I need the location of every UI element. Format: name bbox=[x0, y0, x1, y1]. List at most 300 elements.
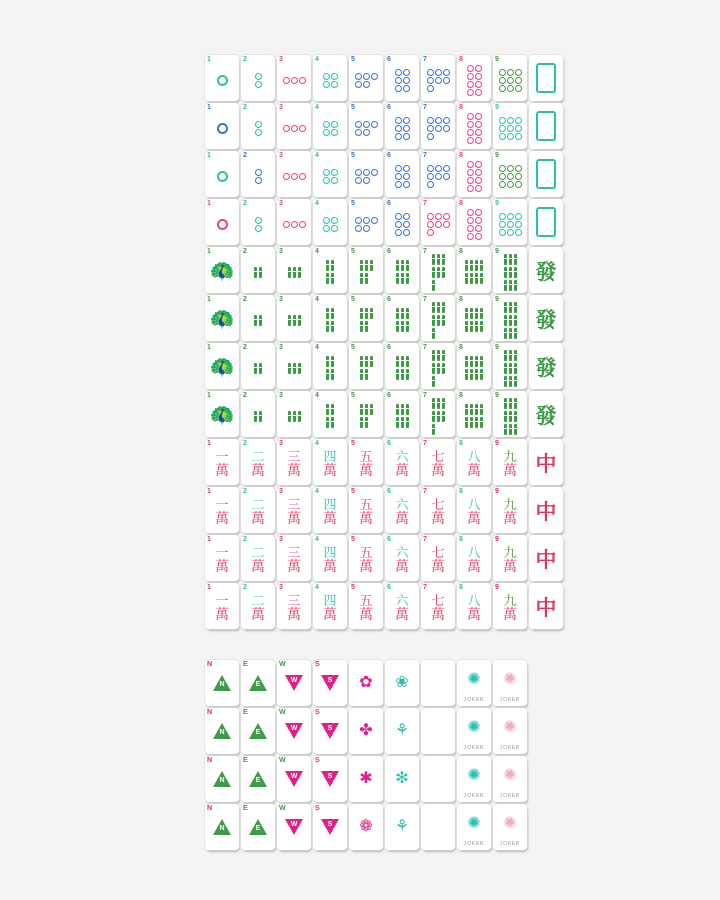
bamboo-stick bbox=[406, 369, 409, 380]
tile-dots-9[interactable] bbox=[493, 199, 527, 245]
tile-joker[interactable] bbox=[457, 804, 491, 850]
tile-red-dragon[interactable] bbox=[529, 583, 563, 629]
tile-green-dragon[interactable] bbox=[529, 247, 563, 293]
tile-character-2[interactable] bbox=[241, 535, 275, 581]
dots-pattern bbox=[395, 65, 410, 92]
dot bbox=[255, 177, 262, 184]
tile-character-5[interactable] bbox=[349, 439, 383, 485]
bamboo-stick bbox=[360, 417, 363, 428]
tile-dots-7[interactable] bbox=[421, 199, 455, 245]
tile-bamboo-9[interactable] bbox=[493, 295, 527, 341]
tile-dots-2[interactable] bbox=[241, 151, 275, 197]
tile-dots-7[interactable] bbox=[421, 151, 455, 197]
tile-character-9[interactable] bbox=[493, 535, 527, 581]
bamboo-stick bbox=[470, 369, 473, 380]
tile-character-6[interactable] bbox=[385, 439, 419, 485]
bamboo-stick bbox=[401, 356, 404, 367]
tile-corner-numeral: 3 bbox=[279, 344, 283, 351]
tile-bamboo-9[interactable] bbox=[493, 343, 527, 389]
dot bbox=[515, 133, 522, 140]
tile-bamboo-8[interactable] bbox=[457, 247, 491, 293]
tile-dots-4[interactable] bbox=[313, 151, 347, 197]
crak-wan-glyph: 萬 bbox=[359, 510, 373, 527]
tile-dots-2[interactable] bbox=[241, 199, 275, 245]
tile-corner-numeral: E bbox=[243, 661, 248, 668]
bamboo-stick bbox=[480, 308, 483, 319]
tile-dots-6[interactable] bbox=[385, 55, 419, 101]
tile-corner-numeral: 2 bbox=[243, 200, 247, 207]
tile-dots-7[interactable] bbox=[421, 103, 455, 149]
dot bbox=[475, 169, 482, 176]
tile-bamboo-2[interactable] bbox=[241, 247, 275, 293]
tile-bamboo-1[interactable] bbox=[205, 391, 239, 437]
tile-green-dragon[interactable] bbox=[529, 343, 563, 389]
bamboo-stick bbox=[370, 404, 373, 415]
character-pattern bbox=[215, 495, 229, 526]
dots-pattern bbox=[467, 61, 482, 96]
tile-bamboo-4[interactable] bbox=[313, 295, 347, 341]
wind-letter: W bbox=[290, 725, 298, 732]
dot bbox=[507, 173, 514, 180]
bamboo-stick bbox=[365, 369, 368, 380]
tile-bamboo-6[interactable] bbox=[385, 343, 419, 389]
dot bbox=[515, 85, 522, 92]
tile-dots-6[interactable] bbox=[385, 199, 419, 245]
bamboo-pattern bbox=[465, 256, 483, 284]
tile-white-dragon[interactable] bbox=[529, 199, 563, 245]
crak-numeral: 二 bbox=[251, 593, 265, 609]
wind-triangle-icon bbox=[285, 723, 303, 739]
tile-wind-w[interactable] bbox=[277, 660, 311, 706]
dots-pattern bbox=[217, 215, 228, 230]
tile-character-4[interactable] bbox=[313, 439, 347, 485]
dot bbox=[435, 173, 442, 180]
dot bbox=[499, 213, 506, 220]
tile-character-2[interactable] bbox=[241, 439, 275, 485]
tile-corner-numeral: 7 bbox=[423, 584, 427, 591]
dot bbox=[299, 125, 306, 132]
dot bbox=[507, 133, 514, 140]
tile-character-4[interactable] bbox=[313, 487, 347, 533]
dot bbox=[515, 77, 522, 84]
tile-corner-numeral: 8 bbox=[459, 392, 463, 399]
bamboo-stick bbox=[514, 302, 517, 313]
tile-bamboo-8[interactable] bbox=[457, 295, 491, 341]
tile-red-dragon[interactable] bbox=[529, 487, 563, 533]
tile-dots-5[interactable] bbox=[349, 199, 383, 245]
dot bbox=[255, 81, 262, 88]
dot bbox=[427, 229, 434, 236]
tile-bamboo-1[interactable] bbox=[205, 247, 239, 293]
tile-corner-numeral: 7 bbox=[423, 152, 427, 159]
joker-label: JOKER bbox=[463, 793, 485, 799]
dot bbox=[291, 173, 298, 180]
crak-numeral: 九 bbox=[503, 497, 517, 513]
tile-dots-8[interactable] bbox=[457, 199, 491, 245]
tile-corner-numeral: 9 bbox=[495, 152, 499, 159]
crak-numeral: 二 bbox=[251, 449, 265, 465]
tile-dots-1[interactable] bbox=[205, 151, 239, 197]
bamboo-stick bbox=[365, 273, 368, 284]
tile-corner-numeral: 4 bbox=[315, 56, 319, 63]
bamboo-stick bbox=[365, 308, 368, 319]
crak-numeral: 八 bbox=[467, 545, 481, 561]
tile-dots-8[interactable] bbox=[457, 55, 491, 101]
tile-dots-4[interactable] bbox=[313, 199, 347, 245]
wind-letter: E bbox=[255, 777, 261, 784]
dot bbox=[507, 221, 514, 228]
tile-wind-s[interactable] bbox=[313, 660, 347, 706]
tile-corner-numeral: 2 bbox=[243, 488, 247, 495]
tile-bamboo-8[interactable] bbox=[457, 343, 491, 389]
tile-dots-9[interactable] bbox=[493, 103, 527, 149]
dot bbox=[499, 69, 506, 76]
dot bbox=[467, 89, 474, 96]
tile-dots-3[interactable] bbox=[277, 151, 311, 197]
tile-corner-numeral: 1 bbox=[207, 56, 211, 63]
crak-wan-glyph: 萬 bbox=[323, 558, 337, 575]
tile-dots-3[interactable] bbox=[277, 199, 311, 245]
tile-dots-4[interactable] bbox=[313, 103, 347, 149]
tile-flower[interactable] bbox=[349, 708, 383, 754]
bamboo-stick bbox=[470, 404, 473, 415]
bamboo-stick bbox=[437, 350, 440, 361]
tile-character-3[interactable] bbox=[277, 535, 311, 581]
tile-character-9[interactable] bbox=[493, 583, 527, 629]
tile-character-2[interactable] bbox=[241, 487, 275, 533]
characters-suit-grid bbox=[205, 439, 565, 631]
bamboo-stick bbox=[470, 273, 473, 284]
tile-bamboo-8[interactable] bbox=[457, 391, 491, 437]
tile-bamboo-2[interactable] bbox=[241, 343, 275, 389]
tile-bamboo-6[interactable] bbox=[385, 247, 419, 293]
tile-blank[interactable] bbox=[421, 660, 455, 706]
bamboo-stick bbox=[514, 424, 517, 435]
tile-character-1[interactable] bbox=[205, 487, 239, 533]
tile-flower[interactable] bbox=[349, 660, 383, 706]
tile-corner-numeral: N bbox=[207, 709, 213, 716]
bamboo-stick bbox=[480, 273, 483, 284]
tile-character-1[interactable] bbox=[205, 439, 239, 485]
tile-corner-numeral: 5 bbox=[351, 248, 355, 255]
bamboo-stick bbox=[331, 369, 334, 380]
bamboo-stick bbox=[470, 321, 473, 332]
tile-dots-2[interactable] bbox=[241, 103, 275, 149]
dot bbox=[435, 165, 442, 172]
tile-blank[interactable] bbox=[421, 708, 455, 754]
tile-bamboo-3[interactable] bbox=[277, 295, 311, 341]
bamboo-pattern bbox=[210, 402, 235, 426]
bamboo-stick bbox=[259, 363, 262, 374]
tile-character-5[interactable] bbox=[349, 487, 383, 533]
tile-bamboo-9[interactable] bbox=[493, 391, 527, 437]
tile-bamboo-5[interactable] bbox=[349, 295, 383, 341]
dots-pattern bbox=[255, 69, 262, 88]
tile-character-6[interactable] bbox=[385, 535, 419, 581]
joker-label: JOKER bbox=[499, 841, 521, 847]
tile-dots-8[interactable] bbox=[457, 103, 491, 149]
dot bbox=[475, 89, 482, 96]
bamboo-stick bbox=[509, 280, 512, 291]
tile-flower[interactable] bbox=[385, 804, 419, 850]
crak-numeral: 六 bbox=[395, 497, 409, 513]
dot bbox=[427, 117, 434, 124]
bamboo-stick bbox=[370, 308, 373, 319]
tile-character-3[interactable] bbox=[277, 583, 311, 629]
red-dragon-glyph: 中 bbox=[535, 499, 557, 524]
tile-bamboo-7[interactable] bbox=[421, 247, 455, 293]
tile-joker[interactable] bbox=[493, 756, 527, 802]
tile-character-7[interactable] bbox=[421, 439, 455, 485]
bamboo-stick bbox=[365, 404, 368, 415]
tile-dots-6[interactable] bbox=[385, 151, 419, 197]
tile-wind-s[interactable] bbox=[313, 708, 347, 754]
crak-wan-glyph: 萬 bbox=[431, 606, 445, 623]
tile-wind-s[interactable] bbox=[313, 804, 347, 850]
crak-wan-glyph: 萬 bbox=[359, 558, 373, 575]
bamboo-stick bbox=[401, 273, 404, 284]
bamboo-stick bbox=[475, 308, 478, 319]
tile-wind-s[interactable] bbox=[313, 756, 347, 802]
tile-flower[interactable] bbox=[349, 804, 383, 850]
tile-character-1[interactable] bbox=[205, 535, 239, 581]
dot bbox=[395, 77, 402, 84]
tile-joker[interactable] bbox=[457, 660, 491, 706]
bamboo-stick bbox=[442, 411, 445, 422]
dot bbox=[395, 125, 402, 132]
dots-pattern bbox=[323, 117, 338, 136]
tile-character-4[interactable] bbox=[313, 583, 347, 629]
tile-red-dragon[interactable] bbox=[529, 535, 563, 581]
bamboo-stick bbox=[480, 404, 483, 415]
tile-bamboo-5[interactable] bbox=[349, 247, 383, 293]
dot bbox=[467, 209, 474, 216]
tile-corner-numeral: 3 bbox=[279, 488, 283, 495]
tile-wind-e[interactable] bbox=[241, 708, 275, 754]
tile-character-5[interactable] bbox=[349, 583, 383, 629]
tile-dots-1[interactable] bbox=[205, 103, 239, 149]
tile-bamboo-3[interactable] bbox=[277, 247, 311, 293]
tile-wind-n[interactable] bbox=[205, 804, 239, 850]
tile-joker[interactable] bbox=[457, 756, 491, 802]
tile-corner-numeral: W bbox=[279, 805, 286, 812]
tile-joker[interactable] bbox=[457, 708, 491, 754]
tile-dots-3[interactable] bbox=[277, 55, 311, 101]
dot bbox=[475, 185, 482, 192]
tile-corner-numeral: 9 bbox=[495, 56, 499, 63]
tile-wind-n[interactable] bbox=[205, 756, 239, 802]
dot bbox=[427, 173, 434, 180]
tile-bamboo-5[interactable] bbox=[349, 391, 383, 437]
tile-wind-e[interactable] bbox=[241, 804, 275, 850]
tile-dots-9[interactable] bbox=[493, 55, 527, 101]
tile-white-dragon[interactable] bbox=[529, 55, 563, 101]
dot bbox=[475, 81, 482, 88]
tile-green-dragon[interactable] bbox=[529, 391, 563, 437]
tile-corner-numeral: W bbox=[279, 661, 286, 668]
bamboo-stick bbox=[509, 315, 512, 326]
tile-dots-6[interactable] bbox=[385, 103, 419, 149]
tile-dots-7[interactable] bbox=[421, 55, 455, 101]
tile-character-9[interactable] bbox=[493, 439, 527, 485]
dot bbox=[403, 221, 410, 228]
tile-bamboo-6[interactable] bbox=[385, 391, 419, 437]
tile-green-dragon[interactable] bbox=[529, 295, 563, 341]
tile-wind-e[interactable] bbox=[241, 660, 275, 706]
bamboo-stick bbox=[504, 328, 507, 339]
tile-dots-4[interactable] bbox=[313, 55, 347, 101]
tile-bamboo-9[interactable] bbox=[493, 247, 527, 293]
tile-wind-n[interactable] bbox=[205, 708, 239, 754]
tile-corner-numeral: 2 bbox=[243, 104, 247, 111]
tile-corner-numeral: S bbox=[315, 805, 320, 812]
tile-character-7[interactable] bbox=[421, 487, 455, 533]
dot bbox=[427, 181, 434, 188]
tile-bamboo-3[interactable] bbox=[277, 391, 311, 437]
wind-triangle-icon bbox=[321, 771, 339, 787]
tile-bamboo-4[interactable] bbox=[313, 391, 347, 437]
dot bbox=[299, 221, 306, 228]
tile-character-6[interactable] bbox=[385, 583, 419, 629]
tile-bamboo-7[interactable] bbox=[421, 295, 455, 341]
dot bbox=[323, 73, 330, 80]
joker-label: JOKER bbox=[499, 793, 521, 799]
tile-character-8[interactable] bbox=[457, 583, 491, 629]
tile-bamboo-7[interactable] bbox=[421, 343, 455, 389]
tile-character-7[interactable] bbox=[421, 535, 455, 581]
peacock-icon: 🦚 bbox=[209, 405, 235, 427]
tile-dots-5[interactable] bbox=[349, 151, 383, 197]
tile-corner-numeral: 7 bbox=[423, 440, 427, 447]
dot bbox=[395, 221, 402, 228]
bamboo-stick bbox=[437, 315, 440, 326]
red-dragon-glyph: 中 bbox=[535, 547, 557, 572]
dot bbox=[507, 181, 514, 188]
dot bbox=[475, 225, 482, 232]
dot bbox=[363, 225, 370, 232]
tile-bamboo-4[interactable] bbox=[313, 343, 347, 389]
tile-character-8[interactable] bbox=[457, 439, 491, 485]
bamboo-stick bbox=[288, 411, 291, 422]
bamboo-stick bbox=[254, 363, 257, 374]
tile-wind-w[interactable] bbox=[277, 756, 311, 802]
tile-character-9[interactable] bbox=[493, 487, 527, 533]
tile-dots-1[interactable] bbox=[205, 55, 239, 101]
dot bbox=[499, 77, 506, 84]
tile-dots-2[interactable] bbox=[241, 55, 275, 101]
dot bbox=[427, 85, 434, 92]
dot bbox=[443, 69, 450, 76]
tile-bamboo-7[interactable] bbox=[421, 391, 455, 437]
tile-wind-n[interactable] bbox=[205, 660, 239, 706]
tile-character-6[interactable] bbox=[385, 487, 419, 533]
tile-corner-numeral: 2 bbox=[243, 296, 247, 303]
peacock-icon: 🦚 bbox=[209, 309, 235, 331]
tile-bamboo-2[interactable] bbox=[241, 295, 275, 341]
tile-flower[interactable] bbox=[385, 756, 419, 802]
tile-dots-8[interactable] bbox=[457, 151, 491, 197]
tile-dots-3[interactable] bbox=[277, 103, 311, 149]
tile-dots-5[interactable] bbox=[349, 55, 383, 101]
tile-flower[interactable] bbox=[385, 660, 419, 706]
tile-red-dragon[interactable] bbox=[529, 439, 563, 485]
tile-character-7[interactable] bbox=[421, 583, 455, 629]
dots-pattern bbox=[323, 165, 338, 184]
dot bbox=[395, 69, 402, 76]
dot bbox=[467, 81, 474, 88]
wind-triangle-icon bbox=[249, 771, 267, 787]
tile-corner-numeral: 2 bbox=[243, 536, 247, 543]
tile-flower[interactable] bbox=[349, 756, 383, 802]
tile-bamboo-1[interactable] bbox=[205, 295, 239, 341]
tile-bamboo-5[interactable] bbox=[349, 343, 383, 389]
tile-character-5[interactable] bbox=[349, 535, 383, 581]
crak-numeral: 七 bbox=[431, 545, 445, 561]
tile-character-3[interactable] bbox=[277, 487, 311, 533]
tile-blank[interactable] bbox=[421, 804, 455, 850]
dot bbox=[331, 129, 338, 136]
tile-white-dragon[interactable] bbox=[529, 103, 563, 149]
tile-wind-w[interactable] bbox=[277, 708, 311, 754]
tile-joker[interactable] bbox=[493, 660, 527, 706]
tile-bamboo-1[interactable] bbox=[205, 343, 239, 389]
tile-flower[interactable] bbox=[385, 708, 419, 754]
tile-character-3[interactable] bbox=[277, 439, 311, 485]
crak-numeral: 五 bbox=[359, 497, 373, 513]
tile-character-8[interactable] bbox=[457, 487, 491, 533]
tile-joker[interactable] bbox=[493, 804, 527, 850]
tile-character-4[interactable] bbox=[313, 535, 347, 581]
tile-bamboo-6[interactable] bbox=[385, 295, 419, 341]
tile-dots-9[interactable] bbox=[493, 151, 527, 197]
tile-character-1[interactable] bbox=[205, 583, 239, 629]
tile-corner-numeral: 9 bbox=[495, 200, 499, 207]
tile-wind-e[interactable] bbox=[241, 756, 275, 802]
bamboo-stick bbox=[326, 308, 329, 319]
tile-corner-numeral: 5 bbox=[351, 488, 355, 495]
tile-joker[interactable] bbox=[493, 708, 527, 754]
bamboo-stick bbox=[360, 321, 363, 332]
tile-white-dragon[interactable] bbox=[529, 151, 563, 197]
tile-character-8[interactable] bbox=[457, 535, 491, 581]
crak-wan-glyph: 萬 bbox=[395, 558, 409, 575]
tile-dots-1[interactable] bbox=[205, 199, 239, 245]
tile-bamboo-2[interactable] bbox=[241, 391, 275, 437]
bamboo-stick bbox=[442, 398, 445, 409]
bamboo-pattern bbox=[504, 250, 517, 291]
tile-wind-w[interactable] bbox=[277, 804, 311, 850]
dot bbox=[331, 177, 338, 184]
tile-corner-numeral: 1 bbox=[207, 440, 211, 447]
tile-character-2[interactable] bbox=[241, 583, 275, 629]
dot bbox=[371, 121, 378, 128]
dot bbox=[363, 217, 370, 224]
bamboo-pattern bbox=[254, 359, 262, 374]
tile-bamboo-3[interactable] bbox=[277, 343, 311, 389]
dot bbox=[475, 121, 482, 128]
tile-blank[interactable] bbox=[421, 756, 455, 802]
dot bbox=[499, 133, 506, 140]
tile-bamboo-4[interactable] bbox=[313, 247, 347, 293]
dot bbox=[443, 117, 450, 124]
tile-dots-5[interactable] bbox=[349, 103, 383, 149]
bamboo-stick bbox=[437, 302, 440, 313]
tile-corner-numeral: W bbox=[279, 757, 286, 764]
dot bbox=[475, 129, 482, 136]
bamboo-stick bbox=[326, 273, 329, 284]
character-pattern bbox=[323, 495, 337, 526]
crak-wan-glyph: 萬 bbox=[395, 462, 409, 479]
